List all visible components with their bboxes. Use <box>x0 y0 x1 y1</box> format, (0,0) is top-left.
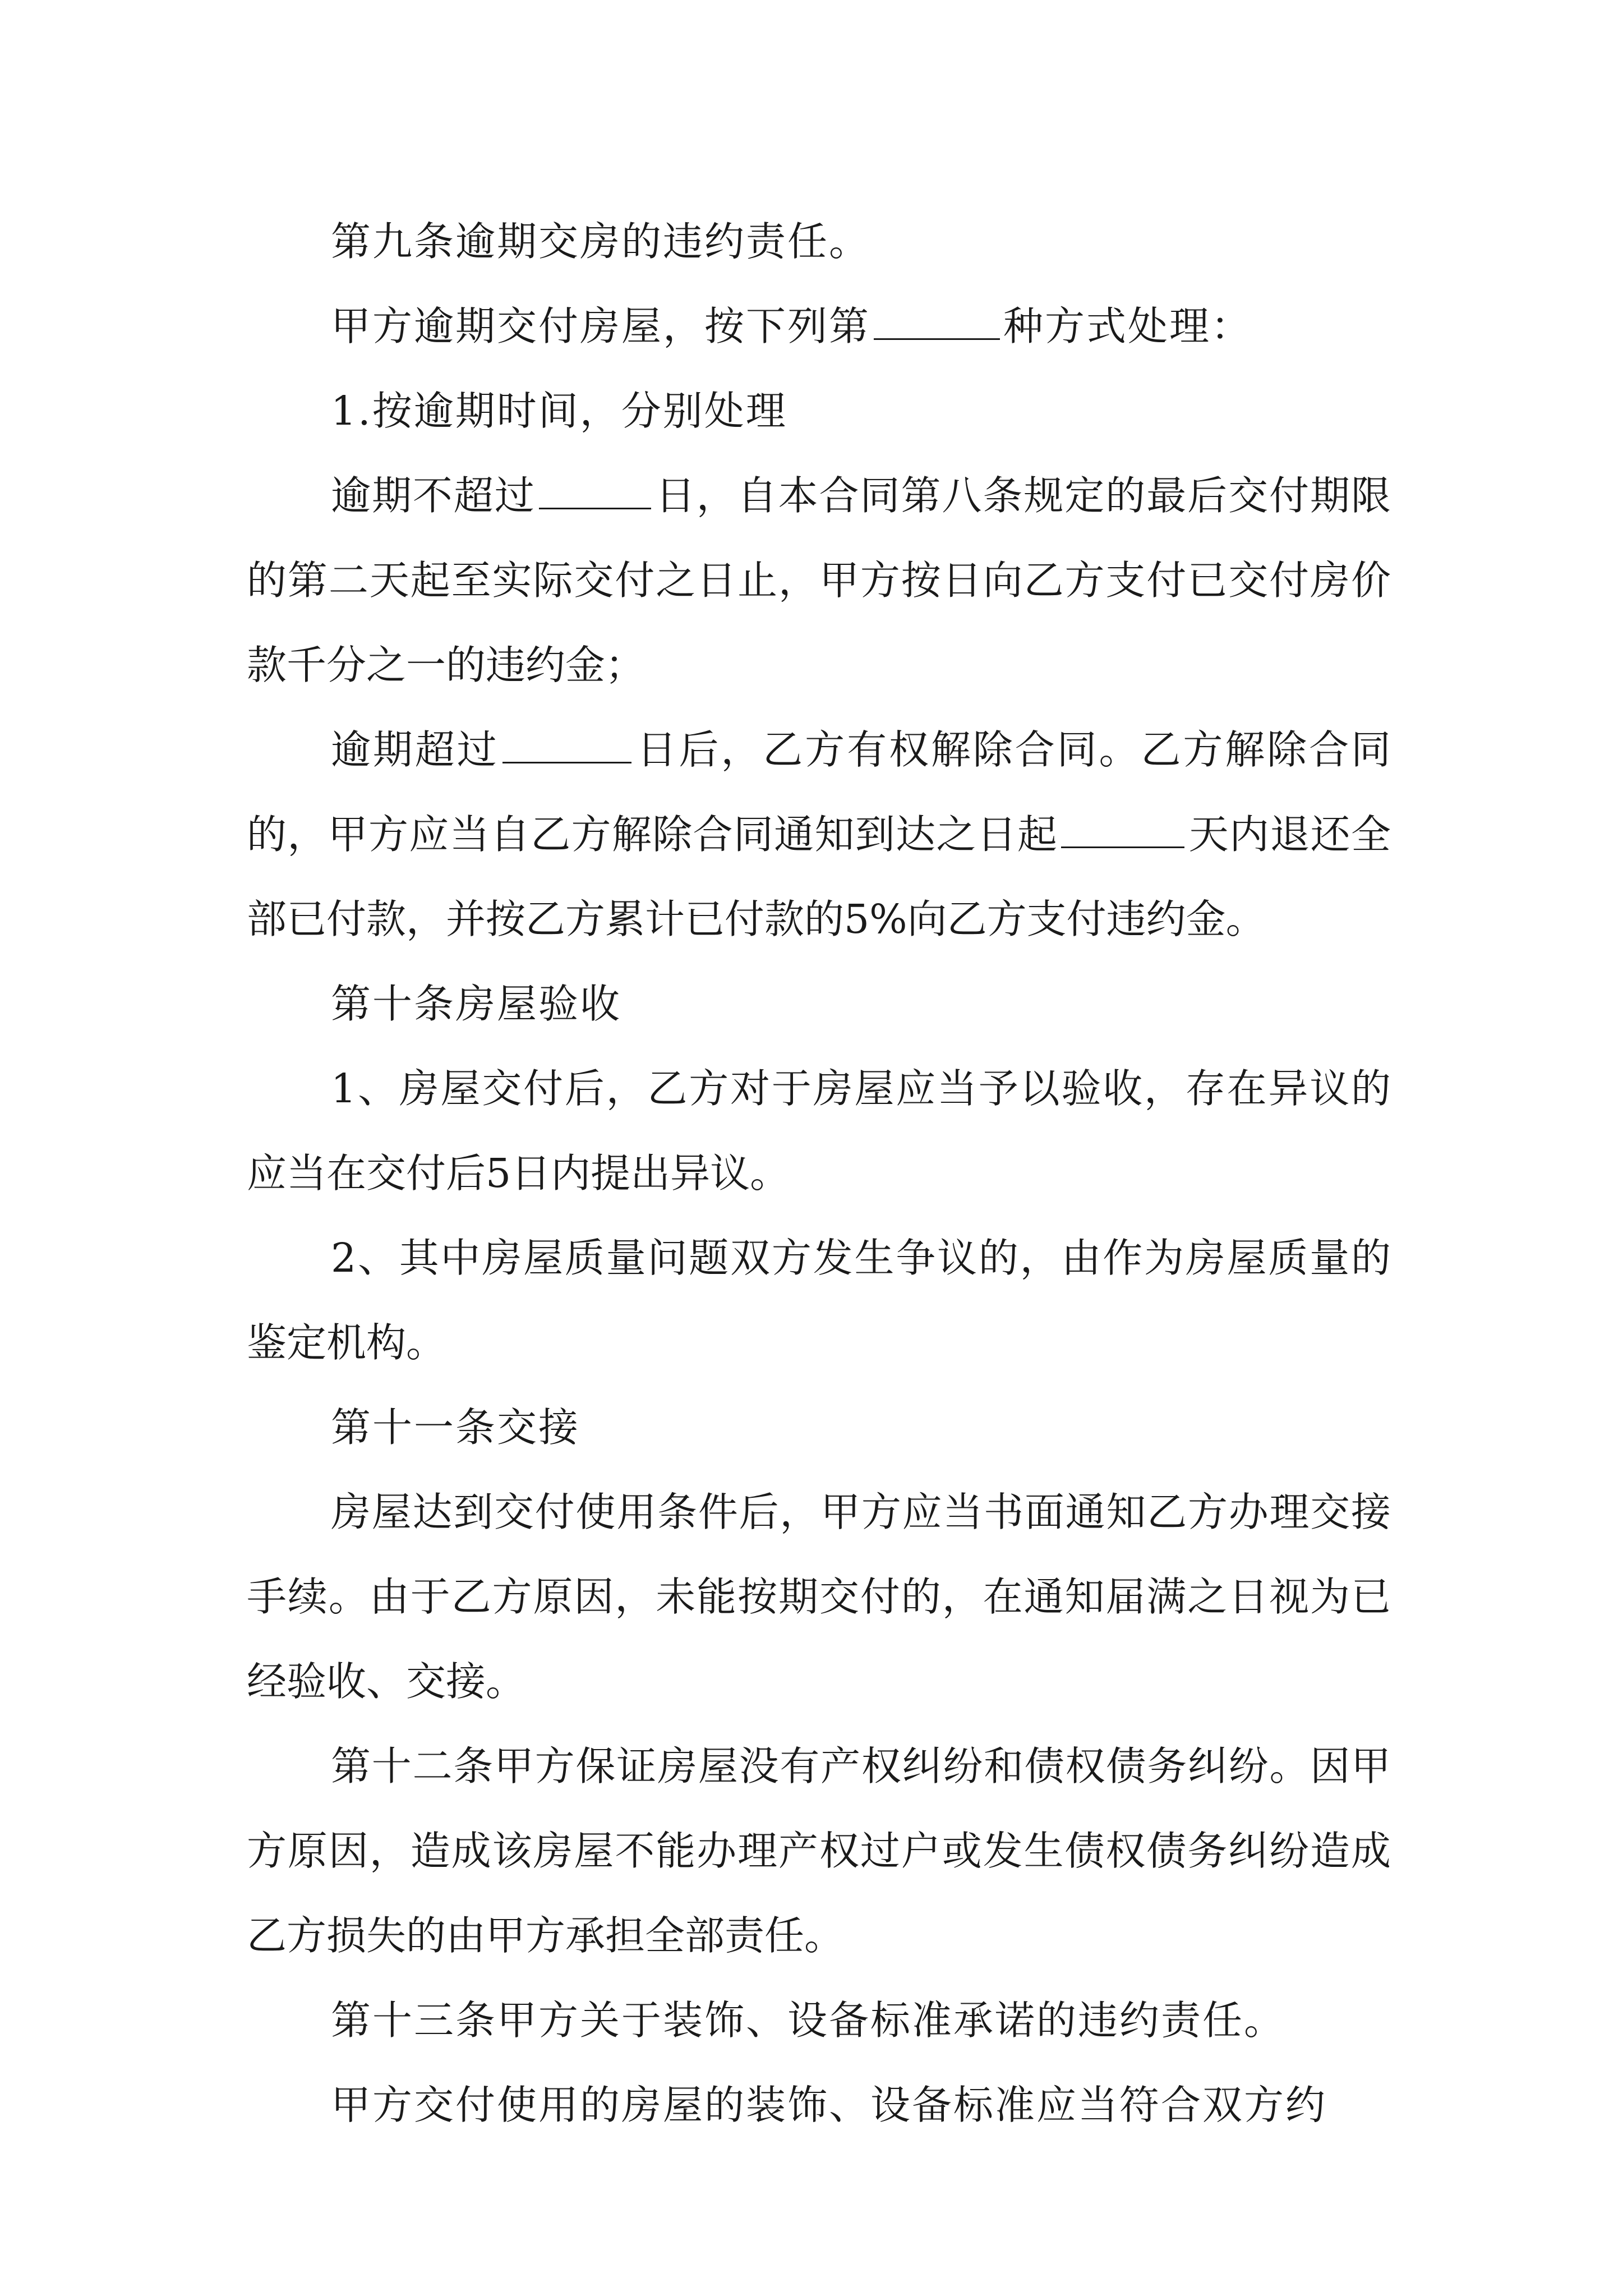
decoration-standard-clause <box>247 2063 1391 2147</box>
paragraph-text: 第十一条交接 <box>331 1404 580 1451</box>
fill-in-blank <box>539 474 651 509</box>
paragraph-text: 第十二条甲方保证房屋没有产权纠纷和债权债务纠纷。因甲方原因，造成该房屋不能办理产权过户或发生债权债务纠纷造成乙方损失的由甲方承担全部责任。 <box>247 1743 1391 1959</box>
paragraph-text: 天内退还全部已付款，并按乙方累计已付款的5%向乙方支付违约金。 <box>247 811 1391 942</box>
paragraph-text: 1.按逾期时间，分别处理 <box>331 388 787 434</box>
overdue-handling-clause <box>247 284 1391 369</box>
paragraph-text: 甲方逾期交付房屋，按下列第 <box>331 303 871 349</box>
overdue-exceeding-clause <box>247 707 1391 961</box>
paragraph-text: 甲方交付使用的房屋的装饰、设备标准应当符合双方约 <box>331 2082 1327 2128</box>
paragraph-text: 1、房屋交付后，乙方对于房屋应当予以验收，存在异议的应当在交付后5日内提出异议。 <box>247 1065 1391 1197</box>
paragraph-text: 种方式处理： <box>1003 303 1253 349</box>
article-13-heading <box>247 1978 1391 2063</box>
paragraph-text: 第十三条甲方关于装饰、设备标准承诺的违约责任。 <box>331 1997 1286 2044</box>
paragraph-text: 逾期超过 <box>331 726 499 773</box>
fill-in-blank <box>1061 813 1184 848</box>
fill-in-blank <box>502 728 631 763</box>
article-11-heading <box>247 1385 1391 1470</box>
article-12-clause <box>247 1724 1391 1978</box>
overdue-not-exceeding-clause <box>247 453 1391 707</box>
overdue-item-1 <box>247 369 1391 453</box>
inspection-item-1 <box>247 1046 1391 1216</box>
paragraph-text: 第十条房屋验收 <box>331 981 622 1027</box>
paragraph-text: 日，自本合同第八条规定的最后交付期限的第二天起至实际交付之日止，甲方按日向乙方支付已交付房价款千分之一的违约金； <box>247 472 1391 688</box>
article-10-heading <box>247 961 1391 1046</box>
handover-clause <box>247 1470 1391 1724</box>
article-9-heading <box>247 199 1391 284</box>
paragraph-text: 房屋达到交付使用条件后，甲方应当书面通知乙方办理交接手续。由于乙方原因，未能按期交付的，在通知届满之日视为已经验收、交接。 <box>247 1489 1391 1705</box>
paragraph-text: 第九条逾期交房的违约责任。 <box>331 218 871 265</box>
document-body <box>247 199 1391 2147</box>
paragraph-text: 日后，乙方有权解除合同。乙方解除合同的，甲方应当自乙方解除合同通知到达之日起 <box>247 726 1391 858</box>
paragraph-text: 逾期不超过 <box>331 472 536 519</box>
fill-in-blank <box>874 305 1000 340</box>
paragraph-text: 2、其中房屋质量问题双方发生争议的，由作为房屋质量的鉴定机构。 <box>247 1235 1391 1366</box>
inspection-item-2 <box>247 1216 1391 1385</box>
